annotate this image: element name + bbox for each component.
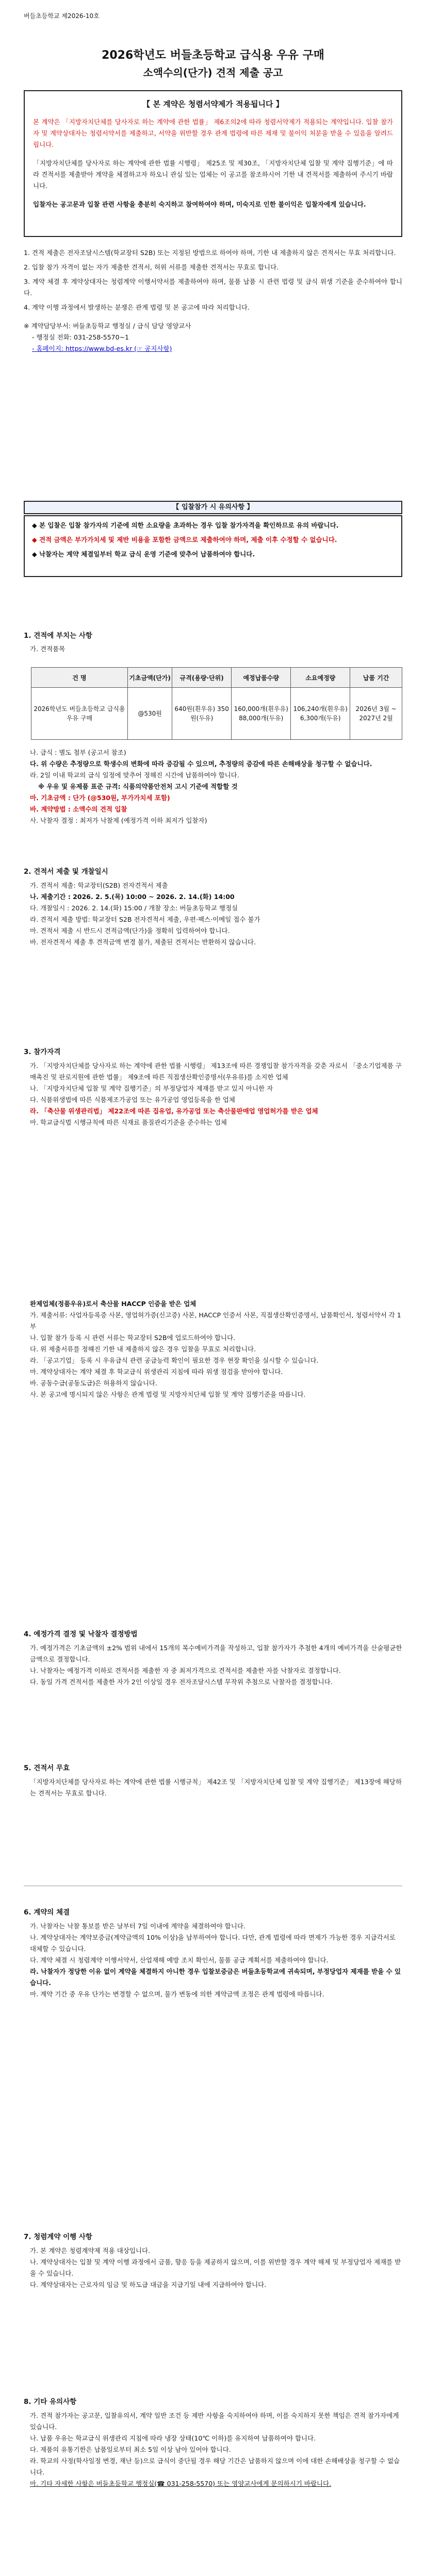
detail-line: 다. 위 수량은 추정량으로 학생수의 변화에 따라 증감될 수 있으며, 추정량의 증감에 따른 손해배상을 청구할 수 없습니다. [30, 760, 372, 768]
section-2-title: 2. 견적서 제출 및 개찰일시 [24, 868, 108, 876]
detail-line: 다. 계약 체결 시 청렴계약 이행서약서, 산업재해 예방 조치 확인서, 물품 공급 계획서를 제출하여야 합니다. [30, 1956, 329, 1964]
detail-line: 나. 낙찰자는 예정가격 이하로 견적서를 제출한 자 중 최저가격으로 견적서를 제출한 자를 낙찰자로 결정합니다. [30, 1667, 341, 1674]
detail-line: ※ 우유 및 유제품 표준 규격: 식품의약품안전처 고시 기준에 적합할 것 [38, 783, 238, 790]
items-table [31, 667, 402, 740]
section-5-title: 5. 견적서 무효 [24, 1764, 70, 1772]
detail-line: 나. 계약상대자는 입찰 및 계약 이행 과정에서 금품, 향응 등을 제공하지 않으며, 이를 위반할 경우 계약 해제 및 부정당업자 제재를 받을 수 있습니다. [30, 2258, 401, 2277]
detail-line: 다. 동일 가격 견적서를 제출한 자가 2인 이상일 경우 전자조달시스템 무작위 추첨으로 낙찰자를 결정합니다. [30, 1678, 333, 1686]
detail-line: 가. 제출서류: 사업자등록증 사본, 영업허가증(신고증) 사본, HACCP 인증서 사본, 직접생산확인증명서, 납품확인서, 청렴서약서 각 1부 [30, 1311, 401, 1330]
detail-line: 사. 본 공고에 명시되지 않은 사항은 관계 법령 및 지방자치단체 입찰 및 계약 집행기준을 따릅니다. [30, 1391, 306, 1398]
detail-line: 가. 본 계약은 청렴계약제 적용 대상입니다. [30, 2247, 151, 2255]
section-2-body [30, 880, 402, 948]
document-number: 버들초등학교 제2026-10호 [24, 12, 100, 20]
section-6-body [30, 1921, 402, 2000]
detail-line: 마. 기초금액 : 단가 (@530원, 부가가치세 포함) [30, 794, 170, 802]
detail-line: 마. 기타 자세한 사항은 버들초등학교 행정실(☎ 031-258-5570) 또는 영양교사에게 문의하시기 바랍니다. [30, 2480, 332, 2487]
intro-item: 2. 입찰 참가 자격이 없는 자가 제출한 견적서, 허위 서류를 제출한 견적서는 무효로 합니다. [24, 263, 279, 271]
table-cell: 640원(흰우유) 350원(두유) [172, 688, 232, 740]
contact-tel: - 행정실 전화: 031-258-5570~1 [32, 333, 129, 341]
detail-line: 마. 계약상대자는 계약 체결 후 학교급식 위생관리 지침에 따라 위생 점검을 받아야 합니다. [30, 1368, 283, 1376]
detail-line: 가. 「지방자치단체를 당사자로 하는 계약에 관한 법률 시행령」 제13조에 따른 경쟁입찰 참가자격을 갖춘 자로서 「중소기업제품 구매촉진 및 판로지원에 관한 법률」 제9조에 따른 직접생산확인증명서(우유류)를 소지한 업체 [30, 1062, 402, 1081]
section-1-title: 1. 견적에 부치는 사항 [24, 632, 92, 640]
detail-line: 바. 공동수급(공동도급)은 허용하지 않습니다. [30, 1379, 157, 1387]
warning-line: ◆ 낙찰자는 계약 체결일부터 학교 급식 운영 기준에 맞추어 납품하여야 합니다. [32, 550, 255, 558]
detail-line: 라. 학교의 사정(학사일정 변경, 재난 등)으로 급식이 중단될 경우 해당 기간은 납품하지 않으며 이에 대한 손해배상을 청구할 수 없습니다. [30, 2457, 400, 2476]
detail-line: 다. 개찰일시 : 2026. 2. 14.(화) 15:00 / 개찰 장소: 버들초등학교 행정실 [30, 904, 238, 912]
section-8-title: 8. 기타 유의사항 [24, 2398, 77, 2406]
integrity-notice-p3: 입찰자는 공고문과 입찰 관련 사항을 충분히 숙지하고 참여하여야 하며, 미숙지로 인한 불이익은 입찰자에게 있습니다. [33, 200, 366, 208]
warning-line: ◆ 본 입찰은 입찰 참가자의 기준에 의한 소요량을 초과하는 경우 입찰 참가자격을 확인하므로 유의 바랍니다. [32, 521, 339, 529]
section-4-body [30, 1642, 402, 1688]
detail-line: 라. 낙찰자가 정당한 이유 없이 계약을 체결하지 아니한 경우 입찰보증금은 버들초등학교에 귀속되며, 부정당업자 제재를 받을 수 있습니다. [30, 1968, 401, 1987]
detail-line: 마. 학교급식법 시행규칙에 따른 식재료 품질관리기준을 준수하는 업체 [30, 1118, 227, 1126]
section-5-body [30, 1776, 402, 1799]
warning-box [24, 515, 402, 577]
detail-line: 나. 계약상대자는 계약보증금(계약금액의 10% 이상)을 납부하여야 합니다. 다만, 관계 법령에 따라 면제가 가능한 경우 지급각서로 대체할 수 있습니다. [30, 1934, 396, 1953]
table-cell: @530원 [127, 688, 172, 740]
table-header-row [31, 668, 402, 688]
intro-item: 3. 계약 체결 후 계약상대자는 청렴계약 이행서약서를 제출하여야 하며, 물품 납품 시 관련 법령 및 급식 위생 기준을 준수하여야 합니다. [24, 278, 402, 297]
table-header-cell: 납품 기간 [350, 668, 402, 688]
detail-line: 다. 계약상대자는 근로자의 임금 및 하도급 대금을 지급기일 내에 지급하여야 합니다. [30, 2281, 267, 2289]
detail-line: 사. 낙찰자 결정 : 최저가 낙찰제 (예정가격 이하 최저가 입찰자) [30, 817, 207, 824]
table-header-cell: 건 명 [31, 668, 128, 688]
integrity-notice-head: 【 본 계약은 청렴서약제가 적용됩니다 】 [142, 99, 284, 109]
detail-line: 라. 「축산물 위생관리법」 제22조에 따른 집유업, 유가공업 또는 축산물판매업 영업허가를 받은 업체 [30, 1107, 318, 1115]
table-header-cell: 예정납품수량 [232, 668, 291, 688]
table-header-cell: 기초금액(단가) [127, 668, 172, 688]
contact-site-link[interactable]: - 홈페이지: https://www.bd-es.kr (☞ 공지사항) [32, 345, 172, 352]
detail-line: 다. 제품의 유통기한은 납품일로부터 최소 5일 이상 남아 있어야 합니다. [30, 2446, 231, 2453]
detail-line: 가. 예정가격은 기초금액의 ±2% 범위 내에서 15개의 복수예비가격을 작성하고, 입찰 참가자가 추첨한 4개의 예비가격을 산술평균한 금액으로 결정합니다. [30, 1644, 402, 1663]
section-1-sub: 가. 견적품목 [30, 645, 65, 653]
integrity-notice-box [24, 90, 402, 237]
section-1-details [30, 747, 402, 826]
table-header-cell: 규격(용량·단위) [172, 668, 232, 688]
page-title: 2026학년도 버들초등학교 급식용 우유 구매 [102, 49, 324, 62]
detail-line: 가. 견적서 제출: 학교장터(S2B) 전자견적서 제출 [30, 882, 168, 889]
section-6-title: 6. 계약의 체결 [24, 1908, 70, 1917]
section-3-title: 3. 참가자격 [24, 1048, 61, 1056]
section-7-body [30, 2245, 402, 2291]
warning-line: ◆ 견적 금액은 부가가치세 및 제반 비용을 포함한 금액으로 제출하여야 하며, 제출 이후 수정할 수 없습니다. [32, 536, 337, 544]
detail-line: 마. 견적서 제출 시 반드시 견적금액(단가)을 정확히 입력하여야 합니다. [30, 927, 230, 935]
intro-item: 1. 견적 제출은 전자조달시스템(학교장터 S2B) 또는 지정된 방법으로 하여야 하며, 기한 내 제출하지 않은 견적서는 무효 처리합니다. [24, 249, 396, 257]
integrity-notice-p1: 본 계약은 「지방자치단체를 당사자로 하는 계약에 관한 법률」 제6조의2에 따라 청렴서약제가 적용되는 계약입니다. 입찰 참가자 및 계약상대자는 청렴서약서를 제출하고, 서약을 위반할 경우 관계 법령에 따른 제재 및 불이익 처분을 받을 수 있음을 알려드립니다. [33, 118, 393, 148]
detail-line: 다. 위 제출서류를 정해진 기한 내 제출하지 않은 경우 입찰을 무효로 처리합니다. [30, 1345, 256, 1353]
table-header-cell: 소요예정량 [291, 668, 350, 688]
intro-item: 4. 계약 이행 과정에서 발생하는 분쟁은 관계 법령 및 본 공고에 따라 처리합니다. [24, 303, 250, 311]
table-cell: 2026년 3월 ~ 2027년 2월 [350, 688, 402, 740]
detail-line: 나. 「지방자치단체 입찰 및 계약 집행기준」의 부정당업자 제재를 받고 있지 아니한 자 [30, 1084, 273, 1092]
detail-line: 나. 제출기간 : 2026. 2. 5.(목) 10:00 ~ 2026. 2. 14.(화) 14:00 [30, 893, 235, 901]
detail-line: 마. 계약 기간 중 우유 단가는 변경할 수 없으며, 물가 변동에 의한 계약금액 조정은 관계 법령에 따릅니다. [30, 1990, 324, 1998]
section-8-body [30, 2410, 402, 2489]
section-4-title: 4. 예정가격 결정 및 낙찰자 결정방법 [24, 1630, 138, 1638]
detail-line: 나. 입찰 참가 등록 시 관련 서류는 학교장터 S2B에 업로드하여야 합니다. [30, 1334, 236, 1342]
section-3b-body [30, 1298, 402, 1400]
page-subtitle: 소액수의(단가) 견적 제출 공고 [143, 66, 283, 79]
table-cell: 2026학년도 버들초등학교 급식용 우유 구매 [31, 688, 128, 740]
detail-line: 다. 식품위생법에 따른 식품제조가공업 또는 유가공업 영업등록을 한 업체 [30, 1096, 236, 1104]
detail-line: 가. 낙찰자는 낙찰 통보를 받은 날부터 7일 이내에 계약을 체결하여야 합니다. [30, 1922, 245, 1930]
detail-line: 바. 전자견적서 제출 후 견적금액 변경 불가, 제출된 견적서는 반환하지 않습니다. [30, 938, 256, 946]
section-7-title: 7. 청렴계약 이행 사항 [24, 2233, 92, 2241]
detail-line: 라. 견적서 제출 방법: 학교장터 S2B 전자견적서 제출, 우편·팩스·이메일 접수 불가 [30, 916, 260, 923]
integrity-notice-p2: 「지방자치단체를 당사자로 하는 계약에 관한 법률 시행령」 제25조 및 제30조, 「지방자치단체 입찰 및 계약 집행기준」에 따라 견적서를 제출받아 계약을 체결하고자 하오니 관심 있는 업체는 이 공고를 참조하시어 기한 내 견적서를 제출하여 주시기 바랍니다. [33, 159, 393, 190]
table-cell: 106,240개(흰우유) 6,300개(두유) [291, 688, 350, 740]
section-3-body [30, 1060, 402, 1128]
detail-line: 완제업체(정품우유)로서 축산물 HACCP 인증을 받은 업체 [30, 1300, 196, 1308]
warning-head: 【 입찰참가 시 유의사항 】 [24, 501, 402, 514]
table-row [31, 688, 402, 740]
detail-line: 나. 급식 : 별도 첨부 (공고서 참조) [30, 749, 126, 756]
table-cell: 160,000개(흰우유) 88,000개(두유) [232, 688, 291, 740]
detail-line: 「지방자치단체를 당사자로 하는 계약에 관한 법률 시행규칙」 제42조 및 「지방자치단체 입찰 및 계약 집행기준」 제13장에 해당하는 견적서는 무효로 합니다. [30, 1778, 402, 1797]
detail-line: 라. 「공고기업」 등록 시 우유급식 관련 공급능력 확인이 필요한 경우 현장 확인을 실시할 수 있습니다. [30, 1357, 319, 1364]
intro-block [24, 247, 402, 354]
contact-line: ※ 계약담당부서: 버들초등학교 행정실 / 급식 담당 영양교사 [24, 322, 191, 330]
detail-line: 가. 견적 참가자는 공고문, 입찰유의서, 계약 일반 조건 등 제반 사항을 숙지하여야 하며, 이를 숙지하지 못한 책임은 견적 참가자에게 있습니다. [30, 2412, 399, 2431]
detail-line: 라. 2일 이내 학교의 급식 일정에 맞추어 정해진 시간에 납품하여야 합니다. [30, 771, 239, 779]
detail-line: 바. 계약방법 : 소액수의 견적 입찰 [30, 805, 127, 813]
detail-line: 나. 납품 우유는 학교급식 위생관리 지침에 따라 냉장 상태(10℃ 이하)를 유지하여 납품하여야 합니다. [30, 2434, 316, 2442]
